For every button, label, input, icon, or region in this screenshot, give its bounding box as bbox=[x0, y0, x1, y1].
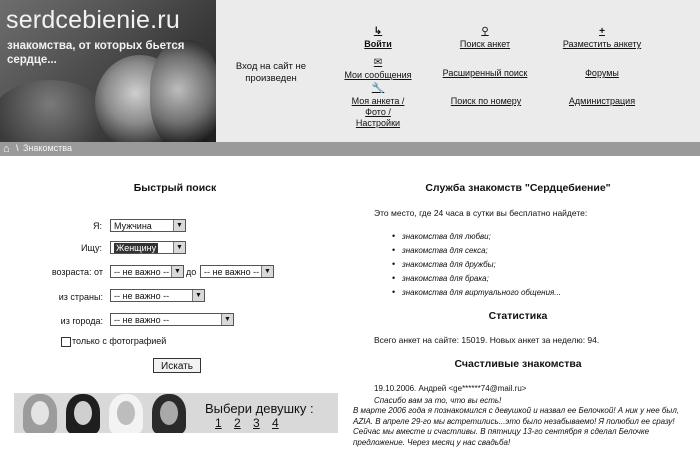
girl-photo-1[interactable] bbox=[20, 393, 60, 433]
age-to-value: -- не важно -- bbox=[204, 267, 260, 277]
chevron-down-icon: ▼ bbox=[192, 290, 204, 301]
girls-page-3[interactable]: 3 bbox=[253, 416, 260, 430]
service-item: • знакомства для дружбы; bbox=[402, 260, 496, 269]
story-author-line: 19.10.2006. Андрей <ge******74@mail.ru> bbox=[374, 384, 527, 393]
seek-select-value: Женщину bbox=[116, 243, 157, 253]
arrow-login-icon: ↳ bbox=[373, 26, 383, 37]
nav-messages-label: Мои сообщения bbox=[344, 70, 412, 80]
nav-search-link[interactable] bbox=[455, 27, 515, 50]
city-select-value: -- не важно -- bbox=[114, 315, 170, 325]
age-label: возраста: от bbox=[51, 267, 103, 277]
girl-photo-face bbox=[31, 401, 49, 425]
nav-post-label: Разместить анкету bbox=[562, 39, 642, 49]
site-header bbox=[0, 0, 700, 142]
girl-photo-face bbox=[160, 401, 178, 425]
nav-advanced-search-link[interactable]: Расширенный поиск bbox=[442, 68, 528, 78]
girl-photo-face bbox=[74, 401, 92, 425]
nav-search-label: Поиск анкет bbox=[459, 39, 511, 49]
girls-page-1[interactable]: 1 bbox=[215, 416, 222, 430]
chevron-down-icon: ▼ bbox=[173, 220, 185, 231]
i-select[interactable] bbox=[110, 219, 186, 232]
age-to-label: до bbox=[186, 267, 197, 277]
header-banner[interactable] bbox=[0, 0, 216, 142]
choose-girl-label: Выбери девушку : bbox=[205, 401, 314, 416]
age-from-select[interactable] bbox=[110, 265, 184, 278]
girl-photo-face bbox=[117, 401, 135, 425]
city-select[interactable] bbox=[110, 313, 234, 326]
breadcrumb bbox=[0, 142, 700, 156]
story-body: В марте 2006 года я познакомился с девушкой и назвал ее Белочкой! А ник у нее был, AZIA. В апреле 29-го мы встретились...это было незабываемо! Я полюбил ее сразу! Сейчас мы вместе и счастливы. В пятницу 13-го сентября я сделал Белочке предложение. Через месяц у нас свадьба! bbox=[353, 406, 680, 447]
girl-photo-4[interactable] bbox=[149, 393, 189, 433]
girl-photo-2[interactable] bbox=[63, 393, 103, 433]
wrench-icon: 🔧 bbox=[371, 83, 385, 94]
nav-post-link[interactable] bbox=[560, 27, 644, 50]
girls-page-2[interactable]: 2 bbox=[234, 416, 241, 430]
chevron-down-icon: ▼ bbox=[261, 266, 273, 277]
chevron-down-icon: ▼ bbox=[173, 242, 185, 253]
site-tagline: знакомства, от которых бьется сердце... bbox=[7, 40, 185, 66]
service-title: Служба знакомств "Сердцебиение" bbox=[425, 182, 611, 194]
age-from-value: -- не важно -- bbox=[114, 267, 170, 277]
country-select-value: -- не важно -- bbox=[114, 291, 170, 301]
stats-text: Всего анкет на сайте: 15019. Новых анкет за неделю: 94. bbox=[374, 335, 600, 345]
site-logo[interactable]: serdcebienie.ru bbox=[6, 6, 180, 34]
chevron-down-icon: ▼ bbox=[221, 314, 233, 325]
breadcrumb-separator: \ bbox=[16, 143, 19, 153]
nav-forums-link[interactable]: Форумы bbox=[585, 68, 619, 78]
banner-photo-shadow bbox=[0, 80, 110, 142]
nav-messages-link[interactable] bbox=[342, 58, 414, 81]
nav-login-link[interactable] bbox=[356, 27, 400, 50]
service-intro: Это место, где 24 часа в сутки вы бесплатно найдете: bbox=[374, 208, 588, 218]
nav-profile-label: Моя анкета / Фото / Настройки bbox=[351, 96, 405, 128]
service-item: • знакомства для секса; bbox=[402, 246, 488, 255]
plus-icon: + bbox=[599, 26, 605, 37]
country-label: из страны: bbox=[58, 292, 103, 302]
breadcrumb-current: Знакомства bbox=[23, 143, 72, 153]
seek-label: Ищу: bbox=[81, 243, 102, 253]
chevron-down-icon: ▼ bbox=[171, 266, 183, 277]
i-select-value: Мужчина bbox=[114, 221, 152, 231]
girls-page-4[interactable]: 4 bbox=[272, 416, 279, 430]
photo-only-checkbox[interactable] bbox=[61, 337, 71, 347]
nav-search-by-number-link[interactable]: Поиск по номеру bbox=[450, 96, 522, 106]
quick-search-title: Быстрый поиск bbox=[133, 182, 217, 194]
nav-login-label: Войти bbox=[364, 39, 392, 49]
stats-title: Статистика bbox=[488, 310, 548, 322]
magnifier-icon: ⚲ bbox=[481, 26, 489, 37]
service-item: • знакомства для любви; bbox=[402, 232, 491, 241]
age-to-select[interactable] bbox=[200, 265, 274, 278]
nav-profile-link[interactable] bbox=[342, 84, 414, 129]
city-label: из города: bbox=[60, 316, 103, 326]
story-thanks: Спасибо вам за то, что вы есть! bbox=[374, 396, 502, 405]
envelope-icon: ✉ bbox=[373, 57, 383, 68]
seek-select[interactable] bbox=[110, 241, 186, 254]
country-select[interactable] bbox=[110, 289, 205, 302]
search-button[interactable]: Искать bbox=[153, 358, 201, 373]
nav-admin-link[interactable]: Администрация bbox=[568, 96, 636, 106]
service-item: • знакомства для брака; bbox=[402, 274, 489, 283]
happy-stories-title: Счастливые знакомства bbox=[454, 358, 582, 370]
home-icon[interactable]: ⌂ bbox=[3, 143, 10, 155]
login-status: Вход на сайт не произведен bbox=[235, 61, 307, 84]
i-label: Я: bbox=[93, 221, 102, 231]
photo-only-label[interactable]: только с фотографией bbox=[72, 336, 167, 346]
service-item: • знакомства для виртуального общения... bbox=[402, 288, 561, 297]
girl-photo-3[interactable] bbox=[106, 393, 146, 433]
